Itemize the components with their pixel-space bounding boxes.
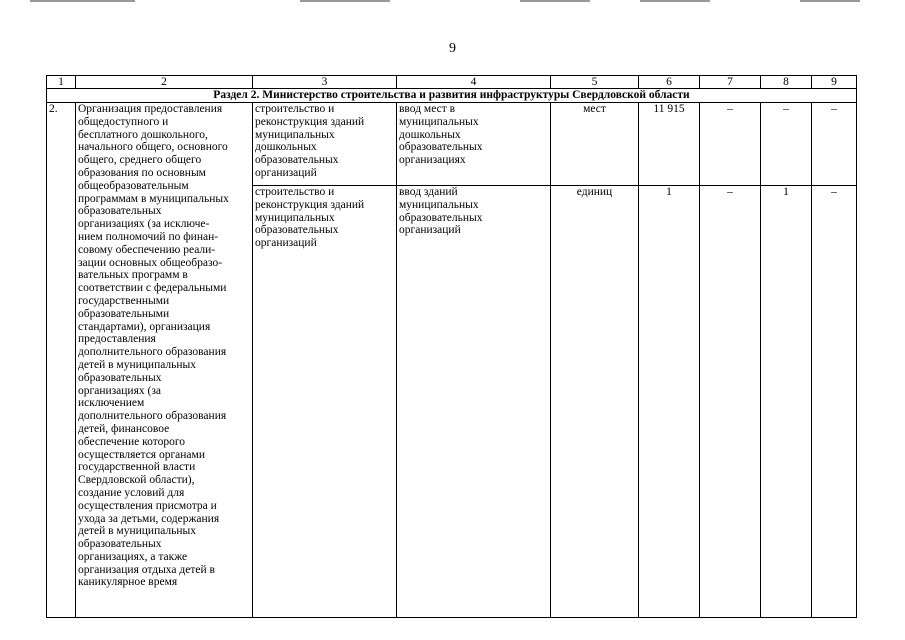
row-number: 2. xyxy=(47,103,76,618)
unit-cell: единиц xyxy=(551,186,639,618)
top-rule xyxy=(520,0,590,2)
value-cell: 11 915 xyxy=(639,103,700,186)
header-cell: 3 xyxy=(253,76,397,89)
section-row xyxy=(47,89,857,103)
value-cell: – xyxy=(761,103,812,186)
header-cell: 6 xyxy=(639,76,700,89)
top-rule xyxy=(800,0,860,2)
activity-cell: строительство и реконструкция зданий муниципальных дошкольных образовательных организаций xyxy=(253,103,397,186)
table-row xyxy=(47,103,857,186)
top-rule xyxy=(640,0,710,2)
top-rule xyxy=(300,0,390,2)
indicator-cell: ввод зданий муниципальных образовательных организаций xyxy=(397,186,551,618)
value-cell: – xyxy=(700,103,761,186)
header-cell: 2 xyxy=(76,76,253,89)
row-description: Организация предоставления общедоступного и бесплатного дошкольного, начального общего, основного общего, среднего общего образования по основным общеобразовательным программам в муниципальных образовательных организациях (за исключе- нием полномочий по финан- совому обеспечению реали- зации основных общеобразо- вательных программ в соответствии с федеральными государственными образовательными стандартами), организация предоставления дополнительного образования детей в муниципальных образовательных организациях (за исключением дополнительного образования детей, финансовое обеспечение которого осуществляется органами государственной власти Свердловской области), создание условий для осуществления присмотра и ухода за детьми, содержания детей в муниципальных образовательных организациях, а также организация отдыха детей в каникулярное время xyxy=(76,103,253,618)
section-title: Раздел 2. Министерство строительства и развития инфраструктуры Свердловской области xyxy=(47,89,857,103)
unit-cell: мест xyxy=(551,103,639,186)
top-rule xyxy=(30,0,135,2)
data-table xyxy=(46,75,857,618)
page-number: 9 xyxy=(449,41,456,56)
value-cell: – xyxy=(700,186,761,618)
value-cell: – xyxy=(812,186,857,618)
indicator-cell: ввод мест в муниципальных дошкольных образовательных организациях xyxy=(397,103,551,186)
header-cell: 7 xyxy=(700,76,761,89)
value-cell: 1 xyxy=(639,186,700,618)
header-cell: 5 xyxy=(551,76,639,89)
header-cell: 1 xyxy=(47,76,76,89)
header-cell: 9 xyxy=(812,76,857,89)
activity-cell: строительство и реконструкция зданий муниципальных образовательных организаций xyxy=(253,186,397,618)
header-cell: 4 xyxy=(397,76,551,89)
header-cell: 8 xyxy=(761,76,812,89)
header-row xyxy=(47,76,857,89)
value-cell: 1 xyxy=(761,186,812,618)
value-cell: – xyxy=(812,103,857,186)
